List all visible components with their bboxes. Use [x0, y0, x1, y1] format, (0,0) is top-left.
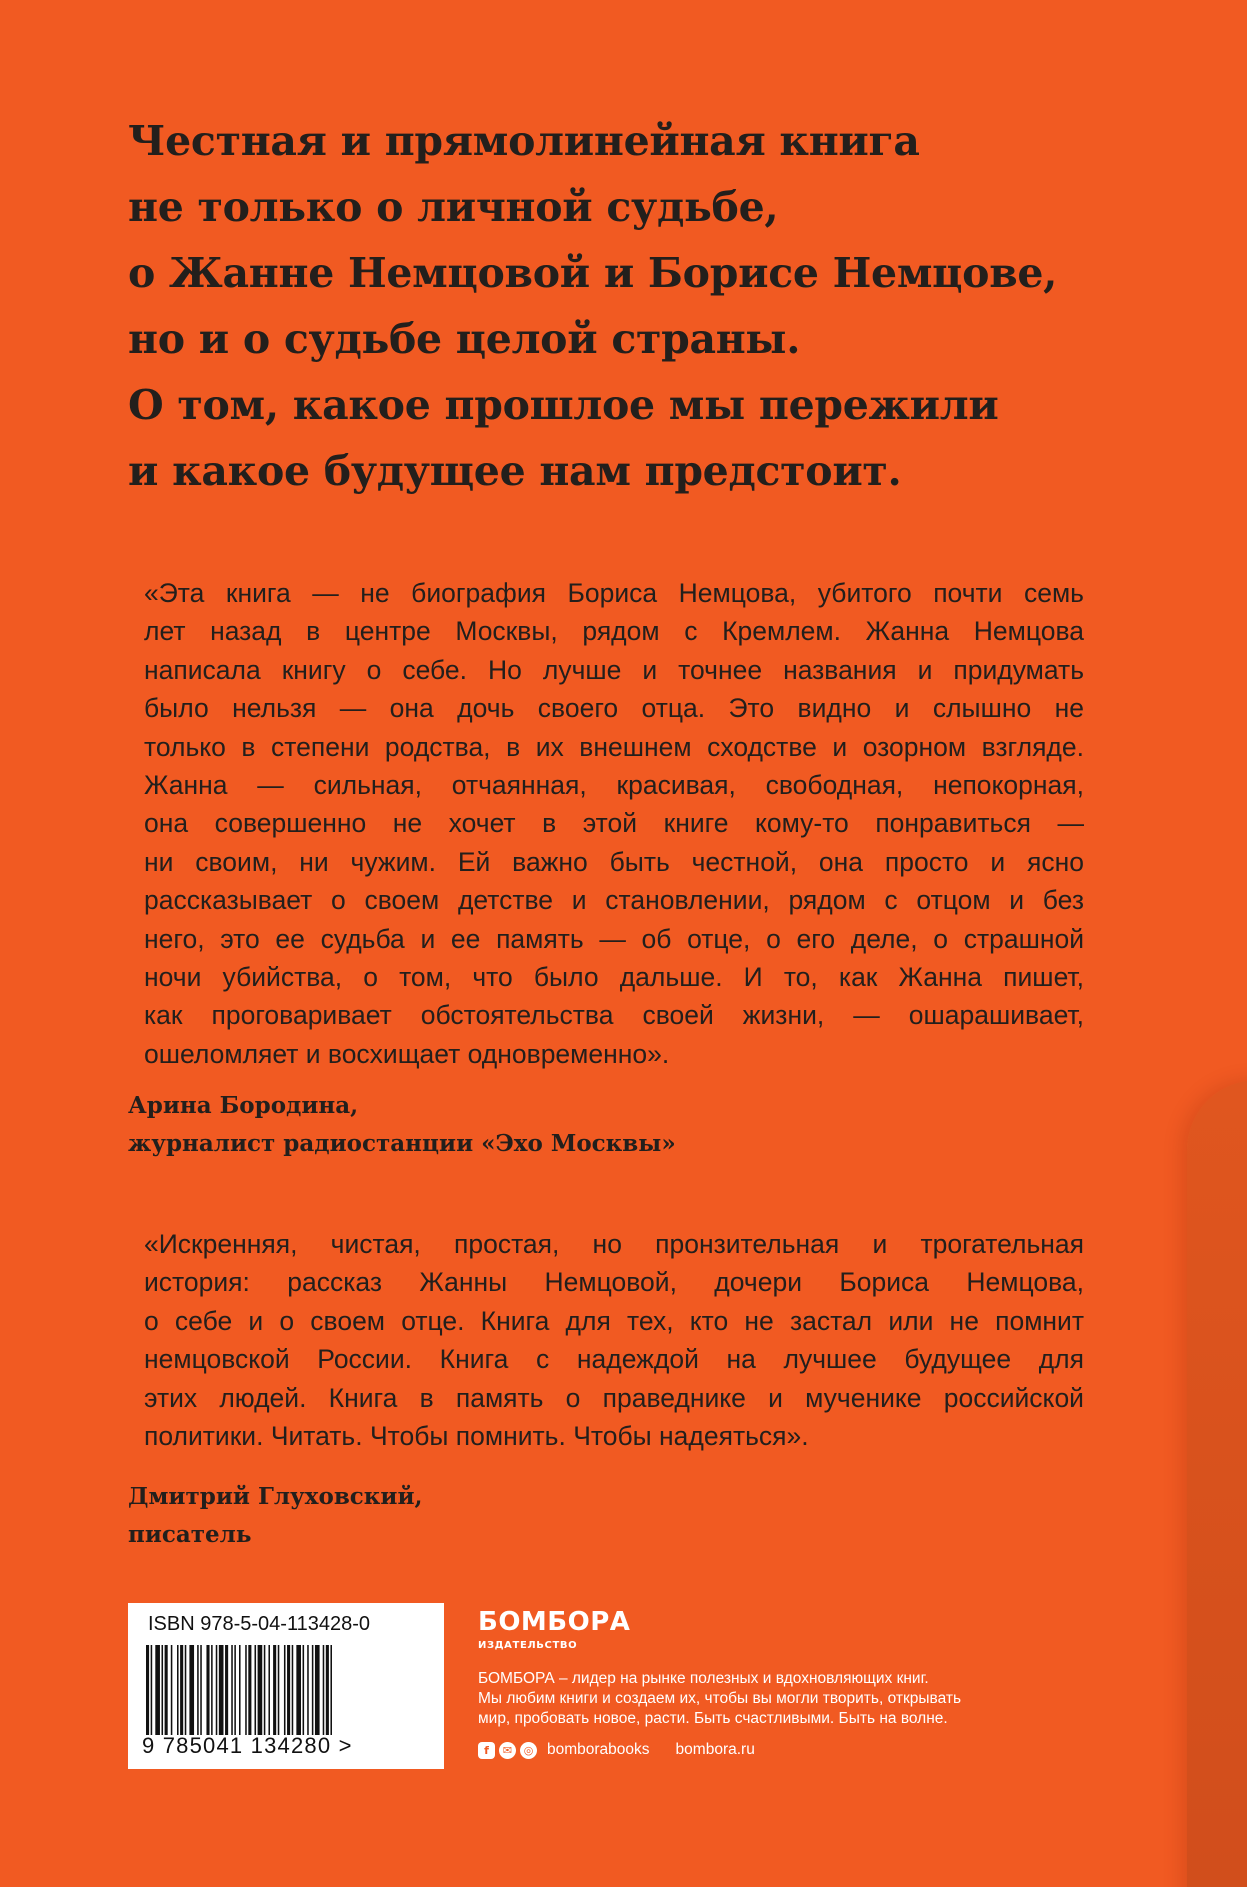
quote-line: написала книгу о себе. Но лучше и точнее названия и придумать — [144, 654, 1084, 685]
quote-line: как проговаривает обстоятельства своей жизни, — ошарашивает, — [144, 1000, 1084, 1031]
publisher-description-line: мир, пробовать новое, расти. Быть счастливыми. Быть на волне. — [478, 1710, 948, 1727]
publisher-block — [478, 1608, 1038, 1759]
quote-line: история: рассказ Жанны Немцовой, дочери Бориса Немцова, — [144, 1267, 1084, 1298]
publisher-description — [478, 1669, 1038, 1729]
publisher-logo-subtitle: ИЗДАТЕЛЬСТВО — [478, 1640, 578, 1651]
isbn-number: ISBN 978-5-04-113428-0 — [148, 1613, 370, 1635]
headline-line: но и о судьбе целой страны. — [128, 315, 801, 363]
review-quote-2 — [144, 1225, 1084, 1455]
barcode-icon — [144, 1645, 426, 1735]
quote-line: она совершенно не хочет в этой книге кому-то понравиться — — [144, 808, 1084, 839]
publisher-description-line: БОМБОРА – лидер на рынке полезных и вдохновляющих книг. — [478, 1670, 929, 1687]
author-role: журналист радиостанции «Эхо Москвы» — [128, 1130, 676, 1157]
publisher-description-line: Мы любим книги и создаем их, чтобы вы могли творить, открывать — [478, 1690, 962, 1707]
author-role: писатель — [128, 1521, 252, 1548]
barcode-digits: 9 785041 134280 > — [142, 1733, 353, 1758]
social-links — [478, 1741, 1038, 1759]
quote-line: Жанна — сильная, отчаянная, красивая, свободная, непокорная, — [144, 770, 1084, 801]
quote-line: немцовской России. Книга с надеждой на лучшее будущее для — [144, 1344, 1084, 1375]
publisher-logo: БОМБОРА — [478, 1607, 631, 1637]
author-name: Дмитрий Глуховский, — [128, 1483, 423, 1510]
headline-line: о Жанне Немцовой и Борисе Немцове, — [128, 249, 1058, 297]
quote-line: «Эта книга — не биография Бориса Немцова, убитого почти семь — [144, 578, 1084, 608]
headline-line: не только о личной судьбе, — [128, 183, 779, 231]
vk-icon[interactable]: ✉ — [499, 1742, 516, 1759]
review-quote-1 — [144, 574, 1084, 1073]
headline-line: и какое будущее нам предстоит. — [128, 447, 902, 495]
social-handle[interactable]: bomborabooks — [547, 1741, 650, 1758]
quote-line: политики. Читать. Чтобы помнить. Чтобы надеяться». — [144, 1421, 809, 1452]
quote-line: ошеломляет и восхищает одновременно». — [144, 1038, 670, 1069]
quote-1-author — [128, 1087, 676, 1163]
website-link[interactable]: bombora.ru — [675, 1741, 755, 1758]
barcode-panel — [128, 1603, 444, 1769]
quote-line: этих людей. Книга в память о праведнике и мученике российской — [144, 1382, 1084, 1413]
quote-line: только в степени родства, в их внешнем сходстве и озорном взгляде. — [144, 731, 1084, 762]
author-name: Арина Бородина, — [128, 1092, 359, 1119]
headline — [128, 108, 1128, 504]
instagram-icon[interactable]: ◎ — [520, 1742, 537, 1759]
quote-line: лет назад в центре Москвы, рядом с Кремлем. Жанна Немцова — [144, 616, 1084, 647]
quote-line: о себе и о своем отце. Книга для тех, кто не застал или не помнит — [144, 1305, 1084, 1336]
quote-line: было нельзя — она дочь своего отца. Это видно и слышно не — [144, 693, 1084, 724]
headline-line: О том, какое прошлое мы пережили — [128, 381, 999, 429]
headline-line: Честная и прямолинейная книга — [128, 117, 920, 165]
quote-line: рассказывает о своем детстве и становлении, рядом с отцом и без — [144, 885, 1084, 916]
quote-line: него, это ее судьба и ее память — об отце, о его деле, о страшной — [144, 923, 1084, 954]
quote-line: «Искренняя, чистая, простая, но пронзительная и трогательная — [144, 1229, 1084, 1259]
quote-line: ночи убийства, о том, что было дальше. И то, как Жанна пишет, — [144, 962, 1084, 993]
quote-2-author — [128, 1478, 423, 1554]
quote-line: ни своим, ни чужим. Ей важно быть честной, она просто и ясно — [144, 846, 1084, 877]
photo-edge-decoration — [1187, 1080, 1247, 1887]
facebook-icon[interactable]: f — [478, 1742, 495, 1759]
